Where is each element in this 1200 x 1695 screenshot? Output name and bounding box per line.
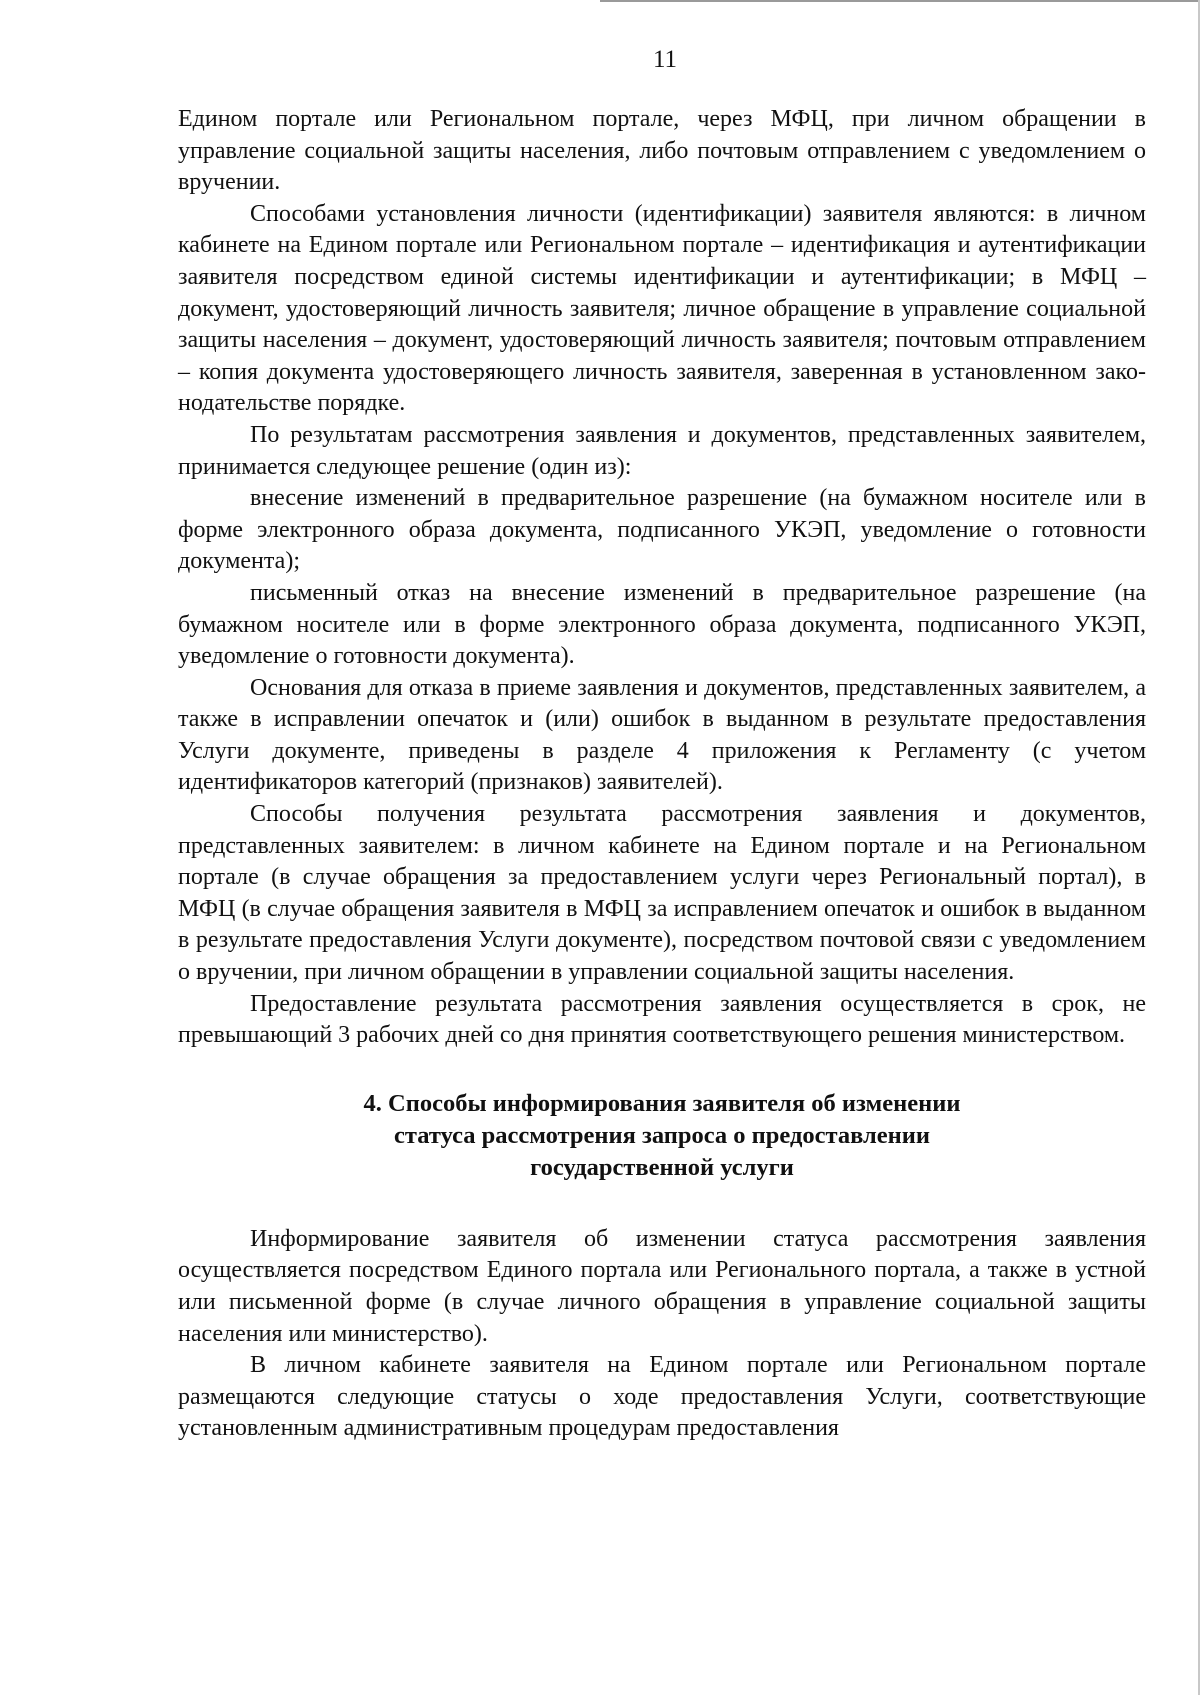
paragraph-result-deadline: Предоставление результата рассмотрения заявления осуществляется в срок, не превышающий 3 рабочих дней со дня принятия соответствующего решения министерством. — [178, 990, 1146, 1049]
paragraph-status-informing: Информирование заявителя об изменении статуса рассмотрения заявления осуществляется посредством Единого портала или Регионального портала, а также в устной или письменной форме (в случае личного обращения в управление социальной защиты населения или министерство). — [178, 1225, 1146, 1347]
paragraph-decision-intro: По результатам рассмотрения заявления и документов, представленных заявителем, принимается следующее решение (один из): — [178, 421, 1146, 480]
section-heading-line-2: статуса рассмотрения запроса о предоставлении — [394, 1121, 930, 1149]
paragraph-refusal-grounds: Основания для отказа в приеме заявления и документов, представленных заявителем, а также в исправлении опечаток и (или) ошибок в выданном в результате предоставления Услуги документе, приведены в разделе 4 приложения к Регламенту (с учетом идентификаторов категорий (признаков) заявителей). — [178, 674, 1146, 796]
scan-edge-top — [600, 0, 1200, 2]
paragraph-result-methods: Способы получения результата рассмотрения заявления и документов, представленных заявителем: в личном кабинете на Едином портале и на Региональном портале (в случае обращения за предоставлением услуги через Региональный портал), в МФЦ (в случае обращения заявителя в МФЦ за исправлением опечаток и ошибок в выданном в результате предоставления Услуги документе), посредством почтовой связи с уведомлением о вручении, при личном обращении в управлении социальной защиты населения. — [178, 801, 1146, 986]
page-number: 11 — [652, 46, 678, 73]
paragraph-decision-option-1: внесение изменений в предварительное разрешение (на бумажном носителе или в форме электронного образа документа, подписанного УКЭП, уведомление о готовности документа); — [178, 485, 1146, 575]
paragraph-continuation: Едином портале или Региональном портале, через МФЦ, при личном обращении в управление социальной защиты населения, либо почтовым отправлением с уведомлением о вручении. — [178, 106, 1146, 196]
paragraph-personal-account-statuses: В личном кабинете заявителя на Едином портале или Региональном портале размещаются следующие статусы о ходе предоставления Услуги, соответствующие установленным административным процедурам предоставления — [178, 1352, 1146, 1442]
section-heading-line-3: государственной услуги — [530, 1153, 794, 1181]
section-heading-line-1: 4. Способы информирования заявителя об изменении — [363, 1089, 961, 1117]
document-body — [178, 104, 1146, 1445]
section-heading — [178, 1088, 1146, 1184]
paragraph-decision-option-2: письменный отказ на внесение изменений в предварительное разрешение (на бумажном носителе или в форме электронного образа документа, подписанного УКЭП, уведомление о готовности документа). — [178, 579, 1146, 670]
paragraph-identification: Способами установления личности (идентификации) заявителя являются: в личном кабинете на Едином портале или Региональном портале – идентификация и аутентификации заявителя посредством единой системы идентификации и аутентификации; в МФЦ – документ, удостоверяющий личность заявителя; личное обращение в управление социальной защиты населения – документ, удостоверяющий личность заявителя; почтовым отправлением – копия документа удостоверяющего личность заявителя, заверенная в установленном законодательстве порядке. — [178, 200, 1146, 417]
